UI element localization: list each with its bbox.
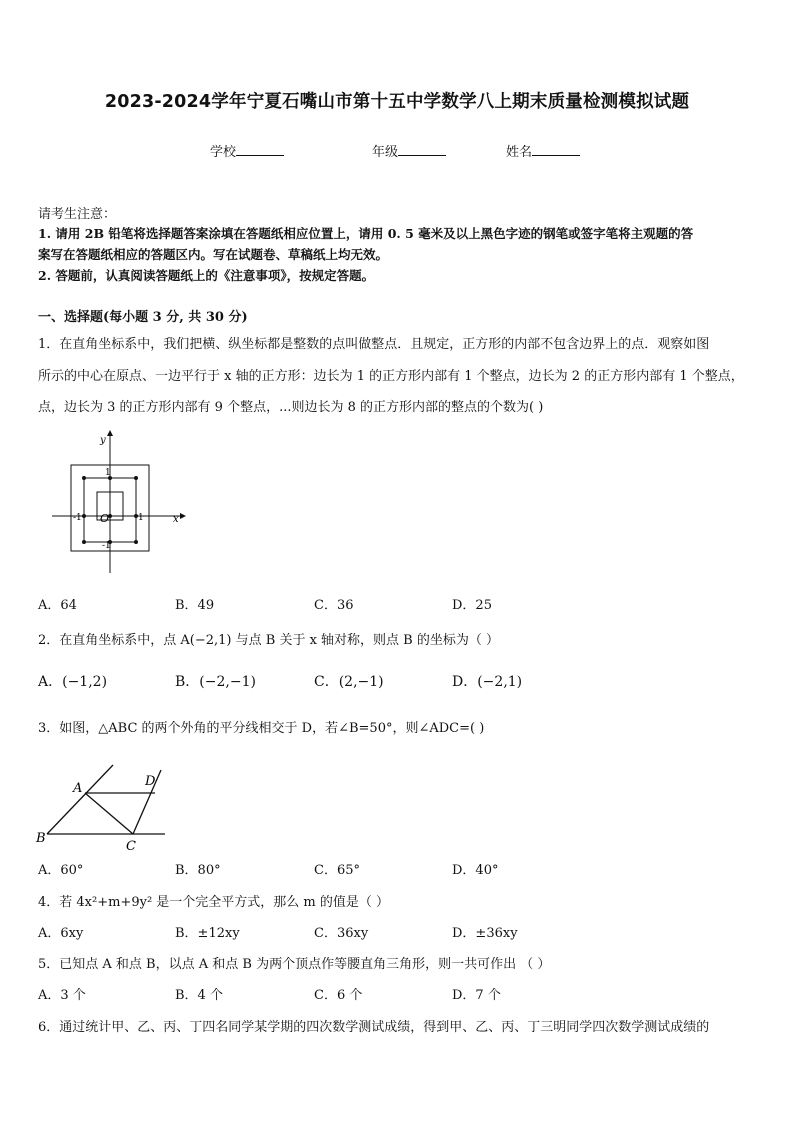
ray-ba — [47, 765, 113, 834]
integer-point — [82, 540, 86, 544]
q2-option-a: A．(−1,2) — [38, 674, 108, 690]
x-axis-arrow — [180, 513, 186, 519]
q2-text: 2．在直角坐标系中，点 A(−2,1) 与点 B 关于 x 轴对称，则点 B 的坐标为（ ） — [38, 633, 499, 648]
q5-option-d: D．7 个 — [452, 988, 501, 1003]
integer-point — [82, 514, 86, 518]
segment-ac — [85, 793, 133, 834]
q1-option-d: D．25 — [452, 598, 492, 613]
point-b-label: B — [36, 831, 46, 846]
q4-option-a: A．6xy — [38, 926, 84, 941]
tick-label-1-top: 1 — [105, 468, 111, 478]
q5-option-b: B．4 个 — [175, 988, 223, 1003]
q1-line1: 1．在直角坐标系中，我们把横、纵坐标都是整数的点叫做整点．且规定，正方形的内部不包含边界上的点．观察如图 — [38, 337, 710, 352]
q1-option-b: B．49 — [175, 598, 215, 613]
q1-line2: 所示的中心在原点、一边平行于 x 轴的正方形：边长为 1 的正方形内部有 1 个整点，边长为 2 的正方形内部有 1 个整点， — [38, 369, 744, 384]
q2-option-b: B．(−2,−1) — [175, 674, 256, 690]
grade-label: 年级 — [372, 145, 399, 160]
tick-label-1-right: 1 — [138, 513, 144, 523]
q2-option-c: C．(2,−1) — [314, 674, 384, 690]
tick-label-neg1-left: -1 — [73, 513, 82, 523]
point-d-label: D — [145, 774, 156, 789]
school-blank — [236, 143, 284, 156]
q3-option-d: D．40° — [452, 863, 499, 878]
q3-option-c: C．65° — [314, 863, 360, 878]
q5-option-a: A．3 个 — [38, 988, 86, 1003]
page-title: 2023-2024学年宁夏石嘴山市第十五中学数学八上期末质量检测模拟试题 — [104, 92, 690, 112]
school-field — [210, 141, 284, 160]
name-label: 姓名 — [506, 145, 533, 160]
section-heading: 一、选择题(每小题 3 分, 共 30 分) — [38, 310, 248, 325]
q3-text: 3．如图，△ABC 的两个外角的平分线相交于 D，若∠B=50°，则∠ADC=( ) — [38, 721, 485, 736]
q3-option-a: A．60° — [38, 863, 84, 878]
school-label: 学校 — [210, 145, 237, 160]
notice-item1-line2: 案写在答题纸相应的答题区内。写在试题卷、草稿纸上均无效。 — [38, 247, 389, 262]
notice-item1-line1: 1. 请用 2B 铅笔将选择题答案涂填在答题纸相应位置上，请用 0. 5 毫米及以上黑色字迹的钢笔或签字笔将主观题的答 — [38, 226, 694, 241]
q5-option-c: C．6 个 — [314, 988, 363, 1003]
y-axis-label: y — [100, 435, 106, 446]
point-a-label: A — [73, 781, 83, 796]
grade-blank — [398, 143, 446, 156]
notice-heading: 请考生注意： — [38, 207, 117, 222]
name-field — [506, 141, 580, 160]
q4-option-c: C．36xy — [314, 926, 369, 941]
integer-point — [134, 476, 138, 480]
q3-option-b: B．80° — [175, 863, 221, 878]
integer-point — [82, 476, 86, 480]
q1-line3: 点，边长为 3 的正方形内部有 9 个整点，...则边长为 8 的正方形内部的整点的个数为( ) — [38, 400, 544, 415]
q4-text: 4．若 4x²+m+9y² 是一个完全平方式，那么 m 的值是（ ） — [38, 895, 390, 910]
q1-option-c: C．36 — [314, 598, 354, 613]
q3-figure — [33, 760, 173, 855]
x-axis-label: x — [173, 514, 179, 525]
q4-option-d: D．±36xy — [452, 926, 518, 941]
grade-field — [372, 141, 446, 160]
name-blank — [532, 143, 580, 156]
origin-label: O — [100, 512, 110, 525]
integer-point — [134, 540, 138, 544]
q2-option-d: D．(−2,1) — [452, 674, 523, 690]
point-c-label: C — [126, 839, 136, 854]
y-axis-arrow — [107, 430, 113, 436]
q1-figure — [45, 428, 195, 578]
q1-option-a: A．64 — [38, 598, 77, 613]
q4-option-b: B．±12xy — [175, 926, 240, 941]
q6-text: 6．通过统计甲、乙、丙、丁四名同学某学期的四次数学测试成绩，得到甲、乙、丙、丁三明同学四次数学测试成绩的 — [38, 1020, 710, 1035]
q5-text: 5．已知点 A 和点 B，以点 A 和点 B 为两个顶点作等腰直角三角形，则一共可作出 （ ） — [38, 957, 551, 972]
tick-label-neg1-bottom: -1 — [102, 541, 111, 551]
notice-item2: 2. 答题前，认真阅读答题纸上的《注意事项》，按规定答题。 — [38, 268, 375, 283]
